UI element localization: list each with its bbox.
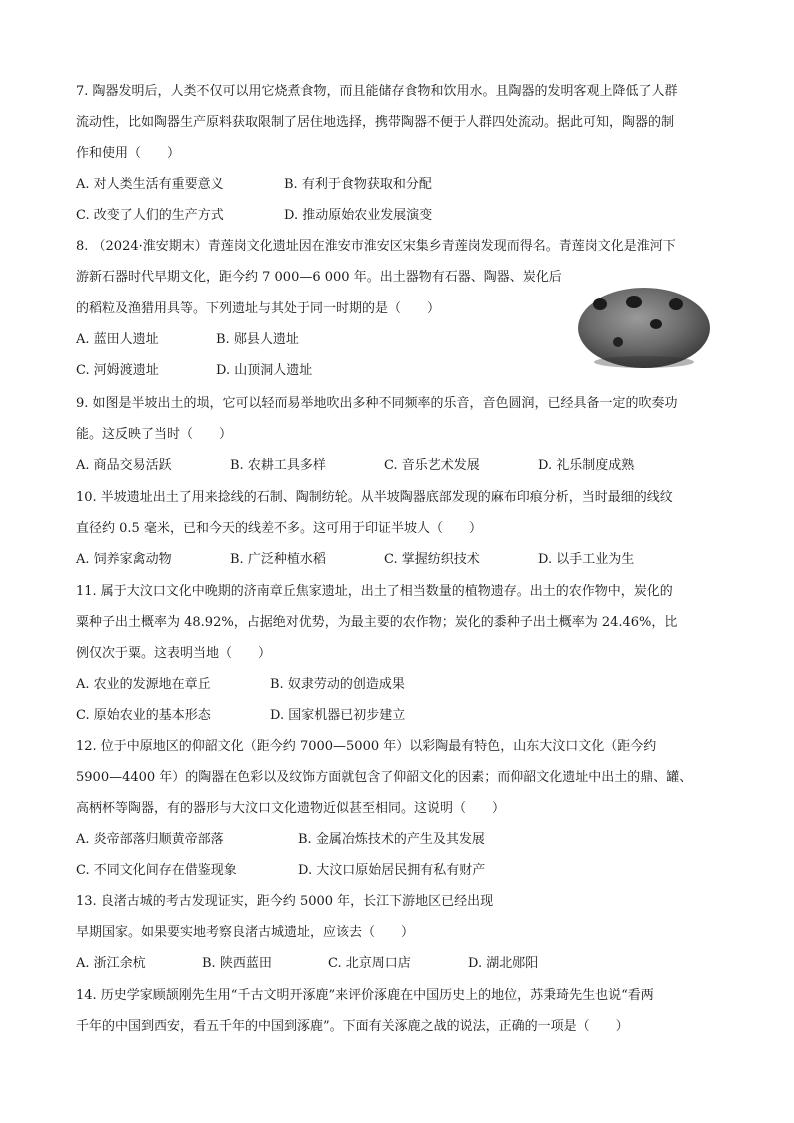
option-d[interactable]: D. 大汶口原始居民拥有私有财产 (298, 863, 486, 878)
option-a[interactable]: A. 农业的发源地在章丘 (76, 677, 211, 692)
option-b[interactable]: B. 陕西蓝田 (202, 956, 272, 971)
options-row (76, 200, 722, 231)
finger-hole-icon (613, 337, 623, 347)
question-text-line: 高柄杯等陶器，有的器形与大汶口文化遗物近似甚至相同。这说明（ ） (76, 801, 506, 816)
option-b[interactable]: B. 农耕工具多样 (230, 458, 326, 473)
question-text-line: 早期国家。如果要实地考察良渚古城遗址，应该去（ ） (76, 925, 415, 940)
question-text-line: 游新石器时代早期文化，距今约 7 000—6 000 年。出土器物有石器、陶器、炭化后 (76, 270, 562, 285)
question-10 (76, 482, 722, 575)
question-14 (76, 980, 722, 1042)
options-row (76, 948, 722, 979)
options-row (76, 824, 722, 855)
options-row (76, 450, 722, 481)
option-b[interactable]: B. 金属冶炼技术的产生及其发展 (298, 832, 485, 847)
question-text-line: 12. 位于中原地区的仰韶文化（距今约 7000—5000 年）以彩陶最有特色，山东大汶口文化（距今约 (76, 739, 657, 754)
options-row (76, 544, 722, 575)
option-d[interactable]: D. 湖北郧阳 (468, 956, 539, 971)
option-c[interactable]: C. 改变了人们的生产方式 (76, 208, 224, 223)
option-a[interactable]: A. 炎帝部落归顺黄帝部落 (76, 832, 224, 847)
options-row (76, 700, 722, 731)
question-text-line: 流动性，比如陶器生产原料获取限制了居住地选择，携带陶器不便于人群四处流动。据此可知，陶器的制 (76, 115, 675, 130)
question-text-line: 14. 历史学家顾颉刚先生用“千古文明开涿鹿”来评价涿鹿在中国历史上的地位，苏秉琦先生也说“看两 (76, 988, 654, 1003)
option-b[interactable]: B. 广泛种植水稻 (230, 552, 326, 567)
finger-hole-icon (626, 296, 642, 308)
option-d[interactable]: D. 山顶洞人遗址 (216, 363, 313, 378)
question-text-line: 11. 属于大汶口文化中晚期的济南章丘焦家遗址，出土了相当数量的植物遗存。出土的农作物中，炭化的 (76, 584, 673, 599)
question-text-line: 千年的中国到西安，看五千年的中国到涿鹿”。下面有关涿鹿之战的说法，正确的一项是（ ） (76, 1019, 629, 1034)
finger-hole-icon (669, 298, 683, 310)
question-text-line: 能。这反映了当时（ ） (76, 427, 233, 442)
option-c[interactable]: C. 原始农业的基本形态 (76, 708, 211, 723)
option-d[interactable]: D. 礼乐制度成熟 (538, 458, 635, 473)
option-a[interactable]: A. 商品交易活跃 (76, 458, 172, 473)
option-b[interactable]: B. 奴隶劳动的创造成果 (270, 677, 405, 692)
question-text-line: 8. （2024·淮安期末）青莲岗文化遗址因在淮安市淮安区宋集乡青莲岗发现而得名。青莲岗文化是淮河下 (76, 239, 676, 254)
option-d[interactable]: D. 国家机器已初步建立 (270, 708, 406, 723)
question-text-line: 粟种子出土概率为 48.92%，占据绝对优势，为最主要的农作物；炭化的黍种子出土概率为 24.46%，比 (76, 615, 678, 630)
finger-hole-icon (650, 319, 662, 329)
option-c[interactable]: C. 北京周口店 (328, 956, 411, 971)
option-a[interactable]: A. 对人类生活有重要意义 (76, 177, 224, 192)
question-text-line: 5900—4400 年）的陶器在色彩以及纹饰方面就包含了仰韶文化的因素；而仰韶文化遗址中出土的鼎、罐、 (76, 770, 693, 785)
option-a[interactable]: A. 饲养家禽动物 (76, 552, 172, 567)
options-row (76, 169, 722, 200)
question-text-line: 作和使用（ ） (76, 146, 181, 161)
question-text-line: 7. 陶器发明后，人类不仅可以用它烧煮食物，而且能储存食物和饮用水。且陶器的发明客观上降低了人群 (76, 84, 678, 99)
question-text-line: 9. 如图是半坡出土的埙，它可以轻而易举地吹出多种不同频率的乐音，音色圆润，已经具备一定的吹奏功 (76, 396, 678, 411)
xun-ocarina-image (574, 278, 714, 374)
finger-hole-icon (593, 298, 607, 310)
question-text-line: 例仅次于粟。这表明当地（ ） (76, 646, 272, 661)
option-d[interactable]: D. 推动原始农业发展演变 (284, 208, 433, 223)
option-c[interactable]: C. 河姆渡遗址 (76, 363, 159, 378)
question-text-line: 13. 良渚古城的考古发现证实，距今约 5000 年，长江下游地区已经出现 (76, 894, 494, 909)
options-row (76, 855, 722, 886)
option-c[interactable]: C. 不同文化间存在借鉴现象 (76, 863, 237, 878)
question-text-line: 直径约 0.5 毫米，已和今天的线差不多。这可用于印证半坡人（ ） (76, 521, 482, 536)
option-a[interactable]: A. 浙江余杭 (76, 956, 146, 971)
option-b[interactable]: B. 有利于食物获取和分配 (284, 177, 432, 192)
option-c[interactable]: C. 掌握纺织技术 (384, 552, 480, 567)
question-13 (76, 886, 722, 979)
option-c[interactable]: C. 音乐艺术发展 (384, 458, 480, 473)
question-7 (76, 76, 722, 231)
question-9 (76, 388, 722, 481)
question-12 (76, 731, 722, 886)
options-row (76, 669, 722, 700)
option-a[interactable]: A. 蓝田人遗址 (76, 332, 159, 347)
option-d[interactable]: D. 以手工业为生 (538, 552, 635, 567)
question-11 (76, 576, 722, 731)
question-text-line: 10. 半坡遗址出土了用来捻线的石制、陶制纺轮。从半坡陶器底部发现的麻布印痕分析，当时最细的线纹 (76, 490, 673, 505)
question-text-line: 的稻粒及渔猎用具等。下列遗址与其处于同一时期的是（ ） (76, 301, 441, 316)
option-b[interactable]: B. 郧县人遗址 (216, 332, 299, 347)
